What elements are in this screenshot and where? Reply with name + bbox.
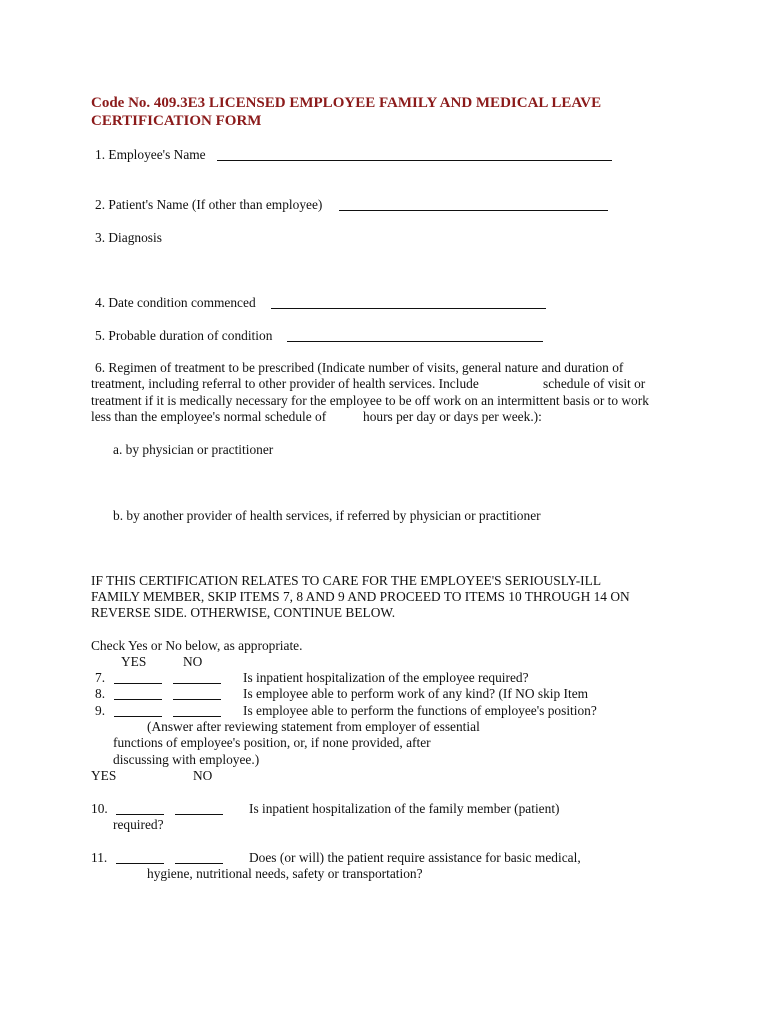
- no-column-header: NO: [183, 654, 203, 669]
- q7-yes-blank[interactable]: [114, 683, 162, 684]
- probable-duration-label: 5. Probable duration of condition: [95, 328, 273, 343]
- yes-column-header: YES: [121, 654, 147, 669]
- date-commenced-field[interactable]: [271, 308, 546, 309]
- q10-number: 10.: [91, 801, 108, 816]
- notice-line-1: IF THIS CERTIFICATION RELATES TO CARE FOR THE EMPLOYEE'S SERIOUSLY-ILL: [91, 573, 602, 588]
- regimen-line-4a: less than the employee's normal schedule of: [91, 409, 327, 424]
- no-column-header-2: NO: [193, 768, 213, 783]
- q7-question: Is inpatient hospitalization of the employee required?: [243, 670, 529, 685]
- q8-question: Is employee able to perform work of any kind? (If NO skip Item: [243, 686, 589, 701]
- patient-name-field[interactable]: [339, 210, 608, 211]
- q8-number: 8.: [95, 686, 106, 701]
- notice-line-2: FAMILY MEMBER, SKIP ITEMS 7, 8 AND 9 AND PROCEED TO ITEMS 10 THROUGH 14 ON: [91, 589, 630, 604]
- employee-name-label: 1. Employee's Name: [95, 147, 206, 162]
- q9-note-line-1: (Answer after reviewing statement from employer of essential: [147, 719, 480, 734]
- patient-name-label: 2. Patient's Name (If other than employee): [95, 197, 323, 212]
- q9-note-line-2: functions of employee's position, or, if none provided, after: [113, 735, 431, 750]
- q9-yes-blank[interactable]: [114, 716, 162, 717]
- q8-no-blank[interactable]: [173, 699, 221, 700]
- date-commenced-label: 4. Date condition commenced: [95, 295, 256, 310]
- probable-duration-field[interactable]: [287, 341, 543, 342]
- q8-yes-blank[interactable]: [114, 699, 162, 700]
- form-title-line-1: Code No. 409.3E3 LICENSED EMPLOYEE FAMILY AND MEDICAL LEAVE: [91, 95, 602, 111]
- q9-no-blank[interactable]: [173, 716, 221, 717]
- q11-yes-blank[interactable]: [116, 863, 164, 864]
- q10-yes-blank[interactable]: [116, 814, 164, 815]
- regimen-other-provider-label: b. by another provider of health services, if referred by physician or practitioner: [113, 508, 541, 523]
- q7-number: 7.: [95, 670, 106, 685]
- regimen-physician-label: a. by physician or practitioner: [113, 442, 274, 457]
- regimen-line-2b: schedule of visit or: [543, 376, 646, 391]
- employee-name-field[interactable]: [217, 160, 612, 161]
- diagnosis-label: 3. Diagnosis: [95, 230, 162, 245]
- regimen-line-1: 6. Regimen of treatment to be prescribed (Indicate number of visits, general nature and duration of: [95, 360, 624, 375]
- form-title-line-2: CERTIFICATION FORM: [91, 113, 262, 129]
- q9-question: Is employee able to perform the functions of employee's position?: [243, 703, 597, 718]
- q10-question: Is inpatient hospitalization of the family member (patient): [249, 801, 560, 816]
- q11-no-blank[interactable]: [175, 863, 223, 864]
- regimen-line-3: treatment if it is medically necessary for the employee to be off work on an intermittent basis or to work: [91, 393, 649, 408]
- q9-number: 9.: [95, 703, 106, 718]
- form-title: [91, 94, 711, 130]
- q11-question: Does (or will) the patient require assistance for basic medical,: [249, 850, 581, 865]
- q10-question-cont: required?: [113, 817, 164, 832]
- q11-question-cont: hygiene, nutritional needs, safety or transportation?: [147, 866, 423, 881]
- q9-note-line-3: discussing with employee.): [113, 752, 260, 767]
- q10-no-blank[interactable]: [175, 814, 223, 815]
- q11-number: 11.: [91, 850, 108, 865]
- regimen-line-4b: hours per day or days per week.):: [363, 409, 542, 424]
- notice-line-3: REVERSE SIDE. OTHERWISE, CONTINUE BELOW.: [91, 605, 396, 620]
- regimen-line-2a: treatment, including referral to other provider of health services. Include: [91, 376, 479, 391]
- yes-column-header-2: YES: [91, 768, 117, 783]
- check-instruction: Check Yes or No below, as appropriate.: [91, 638, 303, 653]
- q7-no-blank[interactable]: [173, 683, 221, 684]
